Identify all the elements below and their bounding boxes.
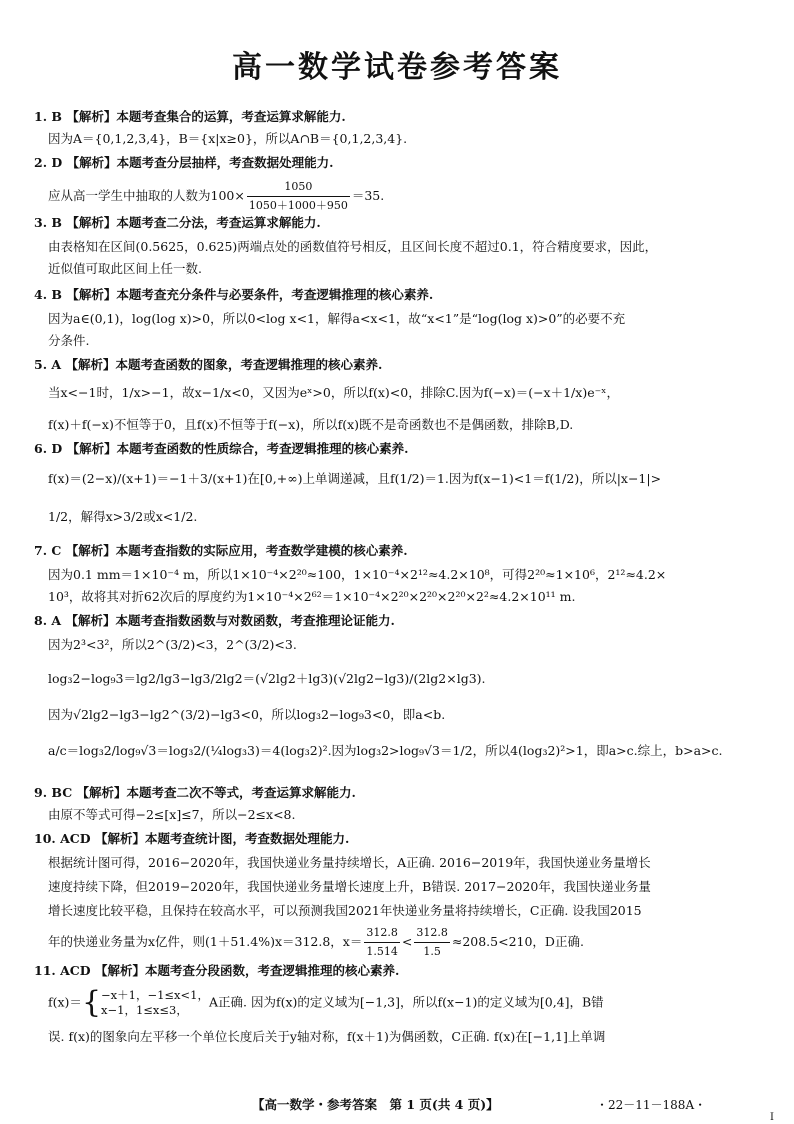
q11-cases: [101, 988, 209, 1018]
q11-case-2: x−1，1≤x≤3，: [101, 1003, 188, 1017]
q1-head: 1. B 【解析】本题考查集合的运算，考查运算求解能力.: [34, 109, 346, 124]
q10-line-3: 增长速度比较平稳，且保持在较高水平，可以预测我国2021年快递业务量将持续增长，C正确. 设我国2015: [48, 903, 642, 918]
q2-prefix: 应从高一学生中抽取的人数为100×: [48, 188, 245, 203]
q11-line-2: 误. f(x)的图象向左平移一个单位长度后关于y轴对称，f(x＋1)为偶函数，C正确. f(x)在[−1,1]上单调: [48, 1029, 606, 1044]
q6-head: 6. D 【解析】本题考查函数的性质综合，考查逻辑推理的核心素养.: [34, 441, 409, 456]
q5-line-1: 当x<−1时，1/x>−1，故x−1/x<0，又因为eˣ>0，所以f(x)<0，排除C.因为f(−x)＝(−x＋1/x)e⁻ˣ，: [48, 385, 619, 400]
q11-fx: f(x)＝: [48, 994, 82, 1010]
q2-head: 2. D 【解析】本题考查分层抽样，考查数据处理能力.: [34, 155, 334, 170]
q11-head: 11. ACD 【解析】本题考查分段函数，考查逻辑推理的核心素养.: [34, 963, 400, 978]
q3-head: 3. B 【解析】本题考查二分法，考查运算求解能力.: [34, 215, 321, 230]
q6-line-1: f(x)＝(2−x)/(x+1)＝−1＋3/(x+1)在[0,+∞)上单调递减，且f(1/2)＝1.因为f(x−1)<1＝f(1/2)，所以|x−1|>: [48, 471, 662, 486]
q10-f2-numerator: 312.8: [414, 924, 450, 943]
q3-line-1: 由表格知在区间(0.5625，0.625)两端点处的函数值符号相反，且区间长度不超过0.1，符合精度要求，因此，: [48, 239, 658, 254]
q4-head: 4. B 【解析】本题考查充分条件与必要条件，考查逻辑推理的核心素养.: [34, 287, 434, 302]
q8-line-1: 因为2³<3²，所以2^(3/2)<3，2^(3/2)<3.: [48, 637, 297, 652]
q10-line-2: 速度持续下降，但2019−2020年，我国快递业务量增长速度上升，B错误. 2017−2020年，我国快递业务量: [48, 879, 651, 894]
q6-line-2: 1/2，解得x>3/2或x<1/2.: [48, 509, 198, 524]
q5-head: 5. A 【解析】本题考查函数的图象，考查逻辑推理的核心素养.: [34, 357, 383, 372]
q11-line-1-rest: A正确. 因为f(x)的定义域为[−1,3]，所以f(x−1)的定义域为[0,4]，B错: [209, 994, 604, 1010]
q10-less-than: <: [401, 934, 413, 949]
q11-line-1: [48, 985, 604, 1020]
q10-f1-numerator: 312.8: [364, 924, 400, 943]
document-code: ・22－11－188A・: [596, 1098, 707, 1112]
q10-f1-denominator: 1.514: [366, 945, 398, 958]
q10-line-4: [48, 924, 584, 961]
q4-line-2: 分条件.: [48, 333, 90, 348]
q7-line-1: 因为0.1 mm＝1×10⁻⁴ m，所以1×10⁻⁴×2²⁰≈100，1×10⁻⁴×2¹²≈4.2×10⁸，可得2²⁰≈1×10⁶，2¹²≈4.2×: [48, 567, 667, 582]
q7-line-2: 10³，故将其对折62次后的厚度约为1×10⁻⁴×2⁶²＝1×10⁻⁴×2²⁰×2²⁰×2²⁰×2²≈4.2×10¹¹ m.: [48, 589, 576, 604]
q1-line-1: 因为A＝{0,1,2,3,4}，B＝{x|x≥0}，所以A∩B＝{0,1,2,3,4}.: [48, 131, 408, 146]
page-title: 高一数学试卷参考答案: [232, 50, 562, 85]
q10-l4-prefix: 年的快递业务量为x亿件，则(1＋51.4%)x＝312.8，x＝: [48, 934, 363, 949]
q7-head: 7. C 【解析】本题考查指数的实际应用，考查数学建模的核心素养.: [34, 543, 408, 558]
q11-brace: {: [81, 985, 102, 1020]
scan-mark: I: [770, 1112, 774, 1123]
q2-denominator: 1050＋1000＋950: [248, 199, 348, 212]
q11-case-1: −x＋1，−1≤x<1，: [101, 988, 209, 1002]
q10-f2-denominator: 1.5: [423, 945, 441, 958]
q10-fraction-2: [414, 924, 450, 961]
q8-head: 8. A 【解析】本题考查指数函数与对数函数，考查推理论证能力.: [34, 613, 395, 628]
q2-fraction: [247, 178, 350, 215]
page-footer: 【高一数学・参考答案 第 1 页(共 4 页)】: [252, 1097, 499, 1112]
q2-suffix: ＝35.: [351, 188, 385, 203]
q10-line-1: 根据统计图可得，2016−2020年，我国快递业务量持续增长，A正确. 2016−2019年，我国快递业务量增长: [48, 855, 651, 870]
q9-head: 9. BC 【解析】本题考查二次不等式，考查运算求解能力.: [34, 785, 356, 800]
q5-line-2: f(x)＋f(−x)不恒等于0，且f(x)不恒等于f(−x)，所以f(x)既不是奇函数也不是偶函数，排除B,D.: [48, 417, 574, 432]
q4-line-1: 因为a∈(0,1)，log(log x)>0，所以0<log x<1，解得a<x<1，故“x<1”是“log(log x)>0”的必要不充: [48, 311, 626, 326]
q2-numerator: 1050: [247, 178, 350, 197]
q2-line-1: [48, 178, 384, 215]
q8-line-4: a/c＝log₃2/log₉√3＝log₃2/(¼log₃3)＝4(log₃2)².因为log₃2>log₉√3＝1/2，所以4(log₃2)²>1，即a>c.综上，b>a>c.: [48, 743, 723, 758]
q8-line-3: 因为√2lg2−lg3−lg2^(3/2)−lg3<0，所以log₃2−log₉3<0，即a<b.: [48, 707, 446, 722]
q10-head: 10. ACD 【解析】本题考查统计图，考查数据处理能力.: [34, 831, 350, 846]
q10-fraction-1: [364, 924, 400, 961]
q9-line-1: 由原不等式可得−2≤[x]≤7，所以−2≤x<8.: [48, 807, 296, 822]
q3-line-2: 近似值可取此区间上任一数.: [48, 261, 202, 276]
q8-line-2: log₃2−log₉3＝lg2/lg3−lg3/2lg2＝(√2lg2＋lg3)(√2lg2−lg3)/(2lg2×lg3).: [48, 671, 486, 686]
q10-l4-suffix: ≈208.5<210，D正确.: [451, 934, 584, 949]
